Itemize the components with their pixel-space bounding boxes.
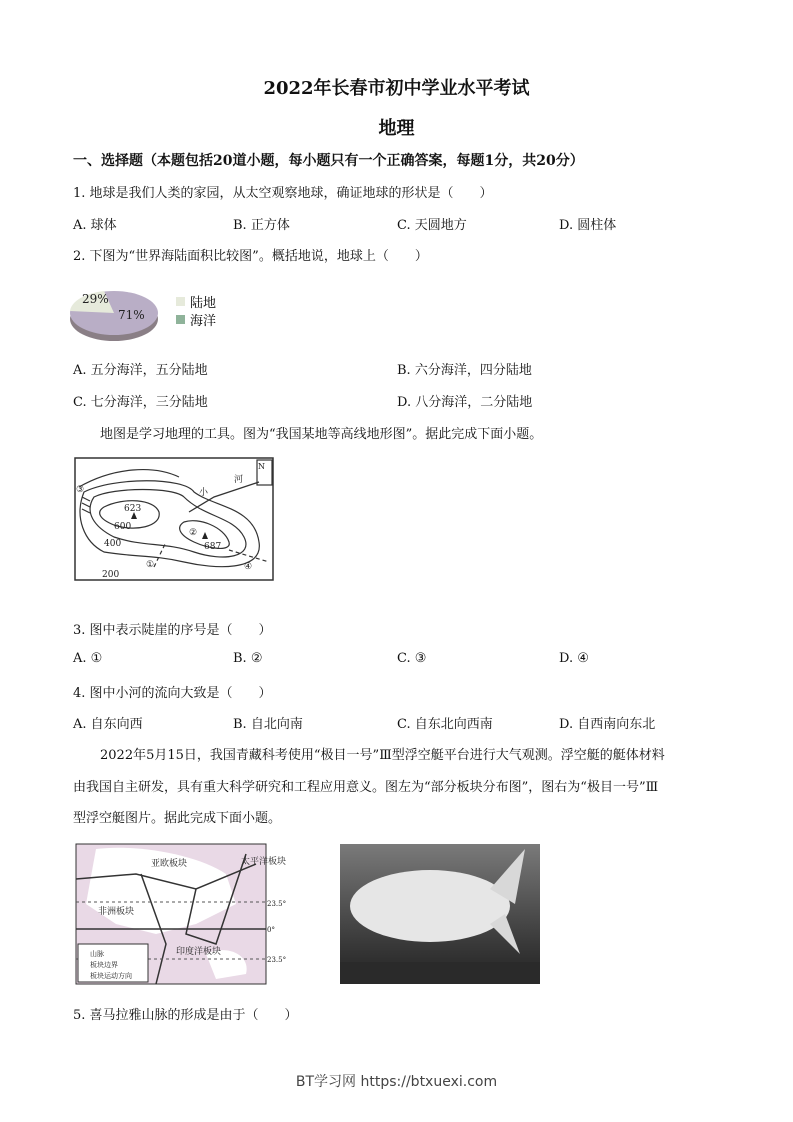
q2-stem: 2. 下图为“世界海陆面积比较图”。概括地说，地球上（ ） [73, 249, 428, 264]
footer-watermark[interactable]: BT学习网 https://btxuexi.com [295, 1074, 498, 1090]
svg-text:0°: 0° [267, 926, 275, 934]
airship-photo [340, 844, 540, 984]
svg-text:④: ④ [244, 562, 253, 572]
svg-text:板块边界: 板块边界 [90, 961, 118, 969]
land-pct-label: 29% [82, 292, 109, 306]
q3-stem: 3. 图中表示陡崖的序号是（ ） [73, 623, 272, 638]
svg-text:山脉: 山脉 [90, 950, 104, 958]
svg-text:非洲板块: 非洲板块 [98, 907, 135, 917]
subject-title: 地理 [378, 118, 415, 139]
q1-option-a: A. 球体 [73, 218, 117, 233]
svg-text:400: 400 [104, 539, 122, 549]
q3-option-d: D. ④ [559, 651, 589, 666]
q5-stem: 5. 喜马拉雅山脉的形成是由于（ ） [73, 1008, 298, 1023]
q2-option-b: B. 六分海洋，四分陆地 [397, 363, 532, 378]
intro-airship-line3: 型浮空艇图片。据此完成下面小题。 [73, 811, 282, 826]
q2-option-a: A. 五分海洋，五分陆地 [73, 363, 208, 378]
svg-text:太平洋板块: 太平洋板块 [241, 857, 287, 867]
svg-text:亚欧板块: 亚欧板块 [151, 859, 188, 869]
q1-option-c: C. 天圆地方 [397, 218, 467, 233]
svg-text:200: 200 [102, 570, 120, 580]
q2-option-d: D. 八分海洋，二分陆地 [397, 395, 533, 410]
svg-text:小: 小 [199, 488, 209, 498]
q4-option-a: A. 自东向西 [73, 717, 143, 732]
legend-swatch-ocean [176, 315, 185, 324]
q4-option-c: C. 自东北向西南 [397, 717, 493, 732]
q1-stem: 1. 地球是我们人类的家园，从太空观察地球，确证地球的形状是（ ） [73, 186, 493, 201]
svg-text:23.5°: 23.5° [267, 956, 287, 964]
svg-text:623: 623 [124, 504, 142, 514]
q4-option-b: B. 自北向南 [233, 717, 303, 732]
svg-text:23.5°: 23.5° [267, 900, 287, 908]
q3-option-a: A. ① [73, 651, 103, 666]
svg-text:河: 河 [234, 475, 244, 485]
intro-airship-line2: 由我国自主研发，具有重大科学研究和工程应用意义。图左为“部分板块分布图”，图右为“极目一号”Ⅲ [73, 780, 659, 795]
svg-text:N: N [258, 462, 265, 471]
svg-text:600: 600 [114, 522, 132, 532]
exam-title: 2022年长春市初中学业水平考试 [263, 78, 530, 99]
ocean-pct-label: 71% [118, 308, 145, 322]
q1-option-b: B. 正方体 [233, 218, 290, 233]
plate-map [76, 844, 287, 988]
land-sea-pie-chart [66, 285, 246, 345]
svg-text:②: ② [189, 528, 198, 538]
intro-airship-line1: 2022年5月15日，我国青藏科考使用“极目一号”Ⅲ型浮空艇平台进行大气观测。浮空艇的艇体材料 [100, 748, 665, 763]
section-heading: 一、选择题（本题包括20道小题，每小题只有一个正确答案，每题1分，共20分） [73, 153, 584, 169]
intro-contour: 地图是学习地理的工具。图为“我国某地等高线地形图”。据此完成下面小题。 [100, 427, 543, 442]
svg-text:687: 687 [204, 542, 222, 552]
legend-swatch-land [176, 297, 185, 306]
q1-option-d: D. 圆柱体 [559, 218, 617, 233]
contour-map [74, 457, 274, 586]
q4-option-d: D. 自西南向东北 [559, 717, 656, 732]
q2-option-c: C. 七分海洋，三分陆地 [73, 395, 208, 410]
q3-option-c: C. ③ [397, 651, 427, 666]
svg-text:印度洋板块: 印度洋板块 [176, 947, 222, 957]
svg-text:③: ③ [76, 485, 85, 495]
svg-text:①: ① [146, 560, 155, 570]
legend-ocean: 海洋 [190, 314, 217, 329]
q3-option-b: B. ② [233, 651, 263, 666]
svg-text:板块运动方向: 板块运动方向 [90, 972, 132, 980]
legend-land: 陆地 [190, 296, 217, 311]
q4-stem: 4. 图中小河的流向大致是（ ） [73, 686, 272, 701]
